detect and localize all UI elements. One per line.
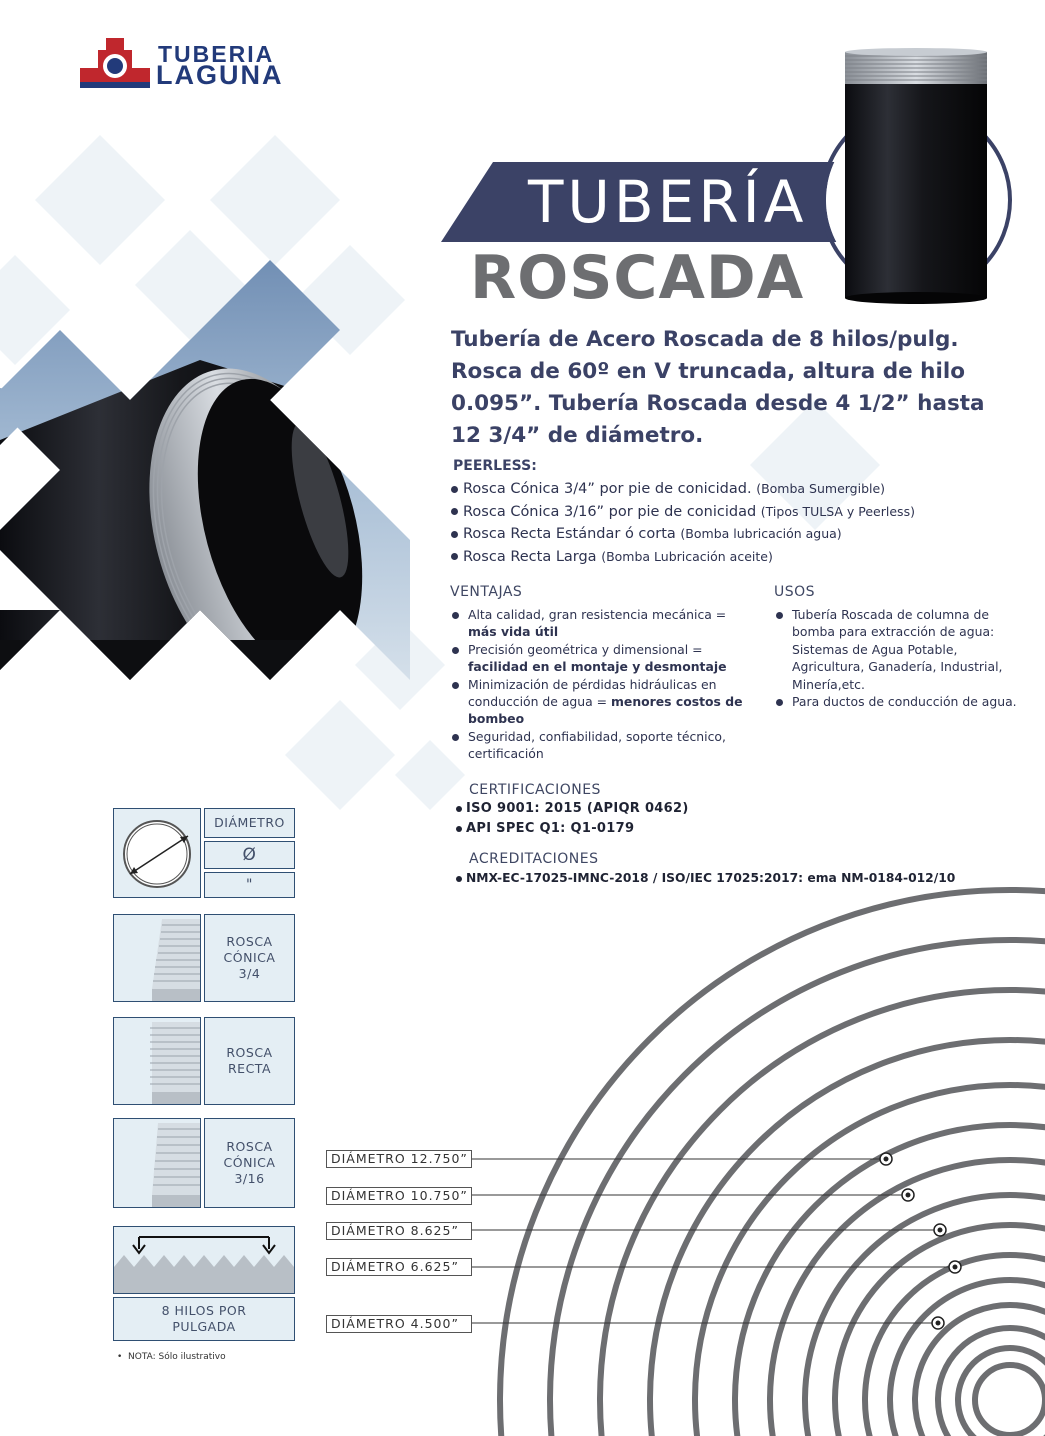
- diameter-label: DIÁMETRO 12.750”: [326, 1150, 472, 1168]
- diameter-circle-icon: [114, 809, 200, 897]
- diameter-label: DIÁMETRO 10.750”: [326, 1187, 472, 1205]
- diametro-label: DIÁMETRO: [204, 808, 295, 838]
- intro-line: Rosca de 60º en V truncada, altura de hilo: [451, 359, 965, 384]
- intro-line: 0.095”. Tubería Roscada desde 4 1/2” hasta: [451, 391, 985, 416]
- title-line2: ROSCADA: [470, 243, 805, 313]
- certificacion-item: ISO 9001: 2015 (APIQR 0462): [456, 801, 689, 816]
- diameter-diagram: [113, 808, 201, 898]
- inch-symbol: ": [204, 872, 295, 898]
- diameter-label: DIÁMETRO 6.625”: [326, 1258, 472, 1276]
- tapered-thread-icon: [114, 915, 200, 1001]
- thread-profile-icon: [114, 1227, 294, 1293]
- list-item: Rosca Recta Estándar ó corta (Bomba lubricación agua): [451, 523, 915, 546]
- usos-heading: USOS: [774, 584, 816, 600]
- rosca-conica-34-diagram: [113, 914, 201, 1002]
- ventajas-heading: VENTAJAS: [450, 584, 523, 600]
- title-line1: TUBERÍA: [528, 168, 808, 236]
- usos-list: [774, 606, 1019, 710]
- rosca-recta-label: ROSCA RECTA: [204, 1017, 295, 1105]
- peerless-heading: PEERLESS:: [453, 458, 537, 474]
- note: • NOTA: Sólo ilustrativo: [117, 1352, 226, 1362]
- ventajas-list: [450, 606, 755, 763]
- pipe-circle: [822, 48, 1010, 304]
- list-item: Tubería Roscada de columna de bomba para extracción de agua: Sistemas de Agua Potable, Agricultura, Ganadería, Industrial, Minería,etc.: [774, 606, 1019, 693]
- certificacion-item: API SPEC Q1: Q1-0179: [456, 821, 634, 836]
- thread-profile-diagram: [113, 1226, 295, 1294]
- list-item: Rosca Recta Larga (Bomba Lubricación aceite): [451, 546, 915, 569]
- rosca-conica-316-label: ROSCA CÓNICA 3/16: [204, 1118, 295, 1208]
- acreditaciones-heading: ACREDITACIONES: [469, 851, 599, 867]
- acreditacion-item: NMX-EC-17025-IMNC-2018 / ISO/IEC 17025:2017: ema NM-0184-012/10: [456, 871, 955, 885]
- peerless-list: [451, 478, 915, 568]
- straight-thread-icon: [114, 1018, 200, 1104]
- rosca-recta-diagram: [113, 1017, 201, 1105]
- list-item: Para ductos de conducción de agua.: [774, 693, 1019, 710]
- diameter-label: DIÁMETRO 8.625”: [326, 1222, 472, 1240]
- logo: [80, 38, 150, 94]
- certificaciones-heading: CERTIFICACIONES: [469, 782, 601, 798]
- intro-line: Tubería de Acero Roscada de 8 hilos/pulg.: [451, 327, 959, 352]
- list-item: Precisión geométrica y dimensional = facilidad en el montaje y desmontaje: [450, 641, 755, 676]
- diameter-label: DIÁMETRO 4.500”: [326, 1315, 472, 1333]
- tapered-thread-icon: [114, 1119, 200, 1207]
- intro-text: [451, 324, 1041, 452]
- list-item: Rosca Cónica 3/16” por pie de conicidad (Tipos TULSA y Peerless): [451, 501, 915, 524]
- logo-line1: TUBERIA: [158, 41, 275, 67]
- diameter-symbol: Ø: [204, 841, 295, 869]
- intro-line: 12 3/4” de diámetro.: [451, 423, 704, 448]
- hilos-label: 8 HILOS POR PULGADA: [113, 1297, 295, 1341]
- logo-mark-icon: [80, 38, 150, 90]
- rosca-conica-34-label: ROSCA CÓNICA 3/4: [204, 914, 295, 1002]
- list-item: Alta calidad, gran resistencia mecánica = más vida útil: [450, 606, 755, 641]
- logo-line2: LAGUNA: [156, 60, 284, 90]
- concentric-circles: [500, 890, 1045, 1436]
- rosca-conica-316-diagram: [113, 1118, 201, 1208]
- list-item: Seguridad, confiabilidad, soporte técnico, certificación: [450, 728, 755, 763]
- list-item: Rosca Cónica 3/4” por pie de conicidad. (Bomba Sumergible): [451, 478, 915, 501]
- list-item: Minimización de pérdidas hidráulicas en conducción de agua = menores costos de bombeo: [450, 676, 755, 728]
